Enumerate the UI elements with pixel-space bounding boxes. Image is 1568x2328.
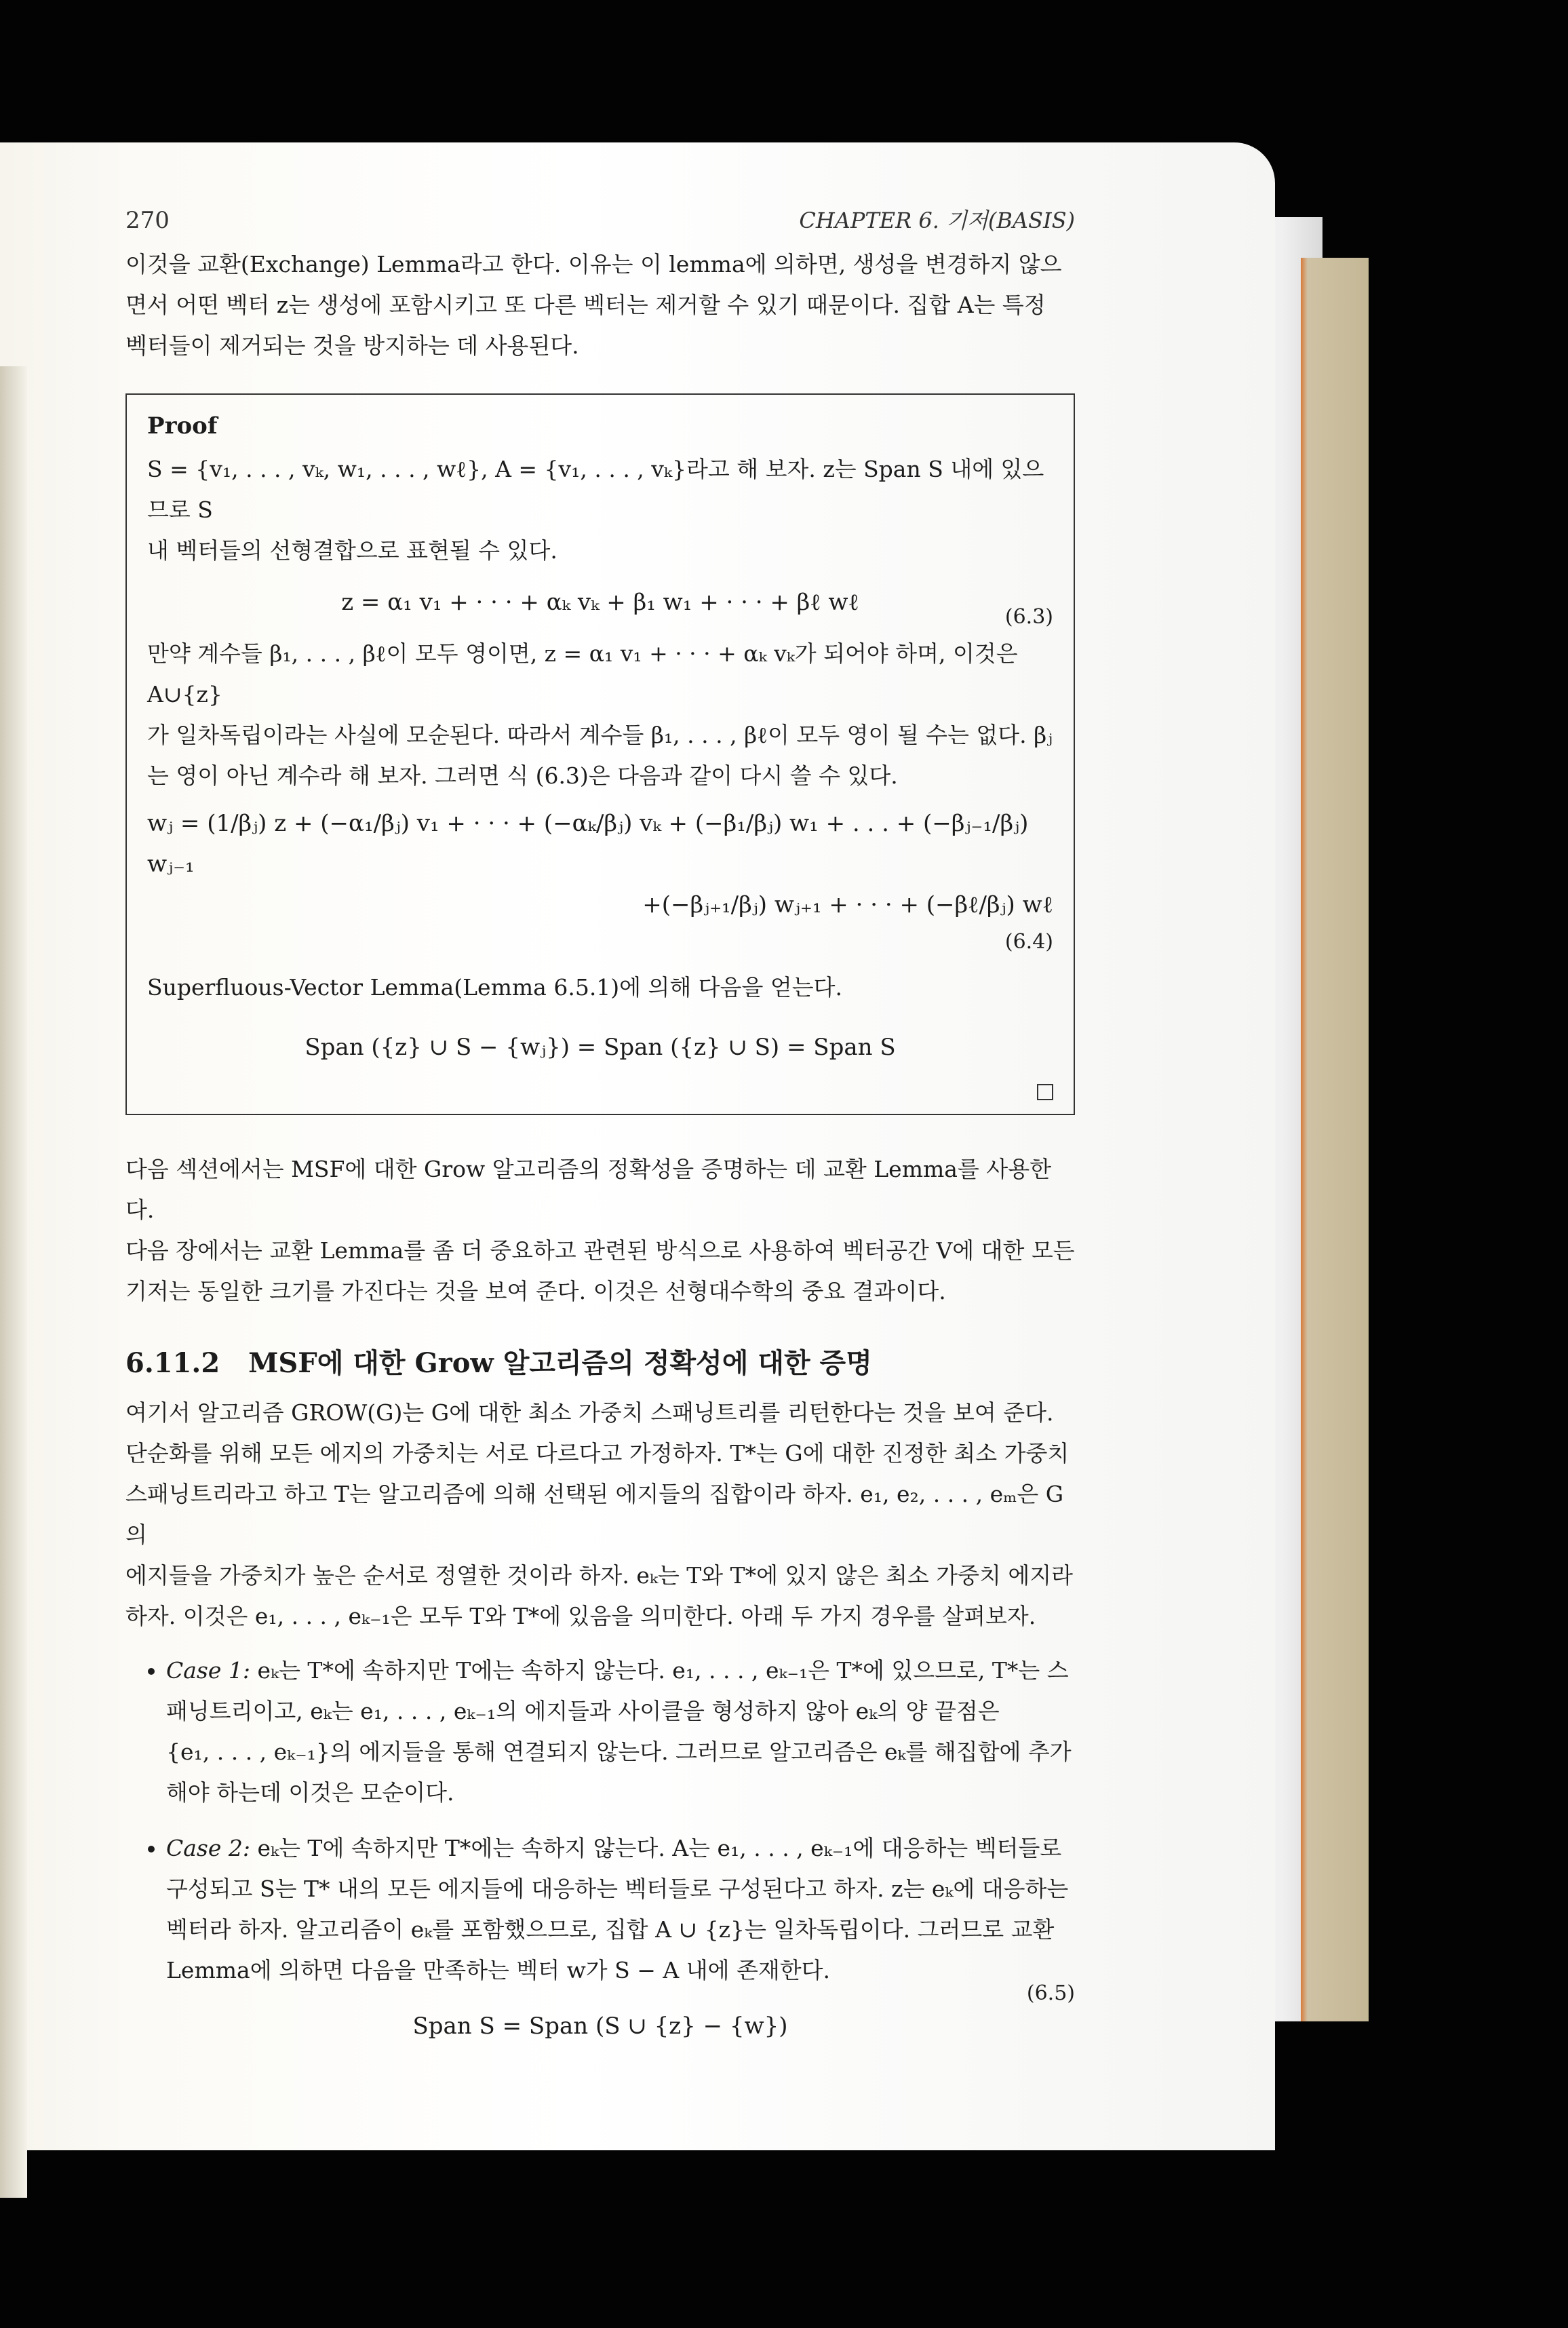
intro-paragraph [125, 244, 1075, 366]
section-number: 6.11.2 [125, 1347, 220, 1379]
text-line: 기저는 동일한 크기를 가진다는 것을 보여 준다. 이것은 선형대수학의 중요 결과이다. [125, 1278, 946, 1304]
running-header [125, 203, 1075, 235]
text-line: 다음 섹션에서는 MSF에 대한 Grow 알고리즘의 정확성을 증명하는 데 교환 Lemma를 사용한다. [125, 1156, 1051, 1223]
case-list [125, 1650, 1075, 1991]
text-line: 는 영이 아닌 계수라 해 보자. 그러면 식 (6.3)은 다음과 같이 다시 쓸 수 있다. [147, 762, 898, 789]
text-line: 여기서 알고리즘 GROW(G)는 G에 대한 최소 가중치 스패닝트리를 리턴한다는 것을 보여 준다. [125, 1399, 1054, 1426]
equation-6-4 [147, 803, 1053, 959]
proof-paragraph-2 [147, 634, 1053, 796]
text-line: 가 일차독립이라는 사실에 모순된다. 따라서 계수들 β₁, . . . , βℓ이 모두 영이 될 수는 없다. βⱼ [147, 722, 1053, 748]
text-line: {e₁, . . . , eₖ₋₁}의 에지들을 통해 연결되지 않는다. 그러므로 알고리즘은 eₖ를 해집합에 추가 [166, 1739, 1072, 1765]
equation-6-5 [125, 1981, 1075, 2046]
equation-body: z = α₁ v₁ + · · · + αₖ vₖ + β₁ w₁ + · · · + βℓ wℓ [341, 589, 859, 616]
text-line: 구성되고 S는 T* 내의 모든 에지들에 대응하는 벡터들로 구성된다고 하자. z는 eₖ에 대응하는 [166, 1876, 1069, 1902]
section-paragraph [125, 1393, 1075, 1637]
text-line: 에지들을 가중치가 높은 순서로 정열한 것이라 하자. eₖ는 T와 T*에 있지 않은 최소 가중치 에지라 [125, 1562, 1074, 1589]
text-line: 이것을 교환(Exchange) Lemma라고 한다. 이유는 이 lemma에 의하면, 생성을 변경하지 않으 [125, 251, 1062, 277]
proof-box [125, 393, 1075, 1115]
text-line: 내 벡터들의 선형결합으로 표현될 수 있다. [147, 537, 557, 564]
text-line: Lemma에 의하면 다음을 만족하는 벡터 w가 S − A 내에 존재한다. [166, 1957, 830, 1983]
equation-number: (6.4) [1004, 930, 1053, 954]
proof-paragraph-1 [147, 449, 1053, 571]
equation-6-3 [147, 583, 1053, 629]
text-line: 단순화를 위해 모든 에지의 가중치는 서로 다르다고 가정하자. T*는 G에 대한 진정한 최소 가중치 [125, 1440, 1070, 1467]
page-content [125, 203, 1075, 2046]
span-equation [147, 1028, 1053, 1066]
chapter-title: CHAPTER 6. 기저(BASIS) [799, 208, 1075, 233]
page-number: 270 [125, 207, 170, 234]
page-gutter-shadow [0, 366, 27, 2198]
section-heading [125, 1342, 1075, 1380]
text-line: 면서 어떤 벡터 z는 생성에 포함시키고 또 다른 벡터는 제거할 수 있기 때문이다. 집합 A는 특정 [125, 292, 1046, 318]
text-line: 벡터들이 제거되는 것을 방지하는 데 사용된다. [125, 332, 579, 359]
text-line: 패닝트리이고, eₖ는 e₁, . . . , eₖ₋₁의 에지들과 사이클을 형성하지 않아 eₖ의 양 끝점은 [166, 1698, 1000, 1724]
equation-line-1: wⱼ = (1/βⱼ) z + (−α₁/βⱼ) v₁ + · · · + (−αₖ/βⱼ) vₖ + (−β₁/βⱼ) w₁ + . . . + (−βⱼ₋₁/βⱼ) wⱼ₋₁ [147, 810, 1029, 878]
text-line: 벡터라 하자. 알고리즘이 eₖ를 포함했으므로, 집합 A ∪ {z}는 일차독립이다. 그러므로 교환 [166, 1916, 1055, 1943]
qed-square-icon [1037, 1084, 1053, 1100]
text-line: 하자. 이것은 e₁, . . . , eₖ₋₁은 모두 T와 T*에 있음을 의미한다. 아래 두 가지 경우를 살펴보자. [125, 1603, 1036, 1629]
text-line: 스패닝트리라고 하고 T는 알고리즘에 의해 선택된 에지들의 집합이라 하자. e₁, e₂, . . . , eₘ은 G의 [125, 1481, 1064, 1548]
equation-number: (6.5) [1026, 1981, 1075, 2005]
equation-body: Span ({z} ∪ S − {wⱼ}) = Span ({z} ∪ S) = Span S [305, 1034, 896, 1061]
text-line: 해야 하는데 이것은 모순이다. [166, 1779, 454, 1806]
proof-title: Proof [147, 412, 218, 440]
equation-number: (6.3) [1004, 605, 1053, 629]
text-line: S = {v₁, . . . , vₖ, w₁, . . . , wℓ}, A = {v₁, . . . , vₖ}라고 해 보자. z는 Span S 내에 있으므로 S [147, 456, 1044, 523]
equation-body: Span S = Span (S ∪ {z} − {w}) [412, 2013, 788, 2040]
text-line: 만약 계수들 β₁, . . . , βℓ이 모두 영이면, z = α₁ v₁ + · · · + αₖ vₖ가 되어야 하며, 이것은 A∪{z} [147, 640, 1018, 707]
book-cover-edge [1301, 258, 1369, 2021]
proof-paragraph-3: Superfluous-Vector Lemma(Lemma 6.5.1)에 의해 다음을 얻는다. [147, 974, 843, 1001]
after-proof-paragraph [125, 1149, 1075, 1312]
text-line: eₖ는 T에 속하지만 T*에는 속하지 않는다. A는 e₁, . . . , eₖ₋₁에 대응하는 벡터들로 [257, 1835, 1062, 1861]
text-line: eₖ는 T*에 속하지만 T에는 속하지 않는다. e₁, . . . , eₖ₋₁은 T*에 있으므로, T*는 스 [257, 1657, 1069, 1684]
case-label: Case 1: [166, 1657, 250, 1684]
case-2-item [166, 1828, 1075, 1991]
case-1-item [166, 1650, 1075, 1813]
case-label: Case 2: [166, 1835, 250, 1861]
equation-line-2: +(−βⱼ₊₁/βⱼ) wⱼ₊₁ + · · · + (−βℓ/βⱼ) wℓ [642, 891, 1053, 918]
text-line: 다음 장에서는 교환 Lemma를 좀 더 중요하고 관련된 방식으로 사용하여 벡터공간 V에 대한 모든 [125, 1237, 1075, 1264]
section-title: MSF에 대한 Grow 알고리즘의 정확성에 대한 증명 [248, 1347, 872, 1379]
